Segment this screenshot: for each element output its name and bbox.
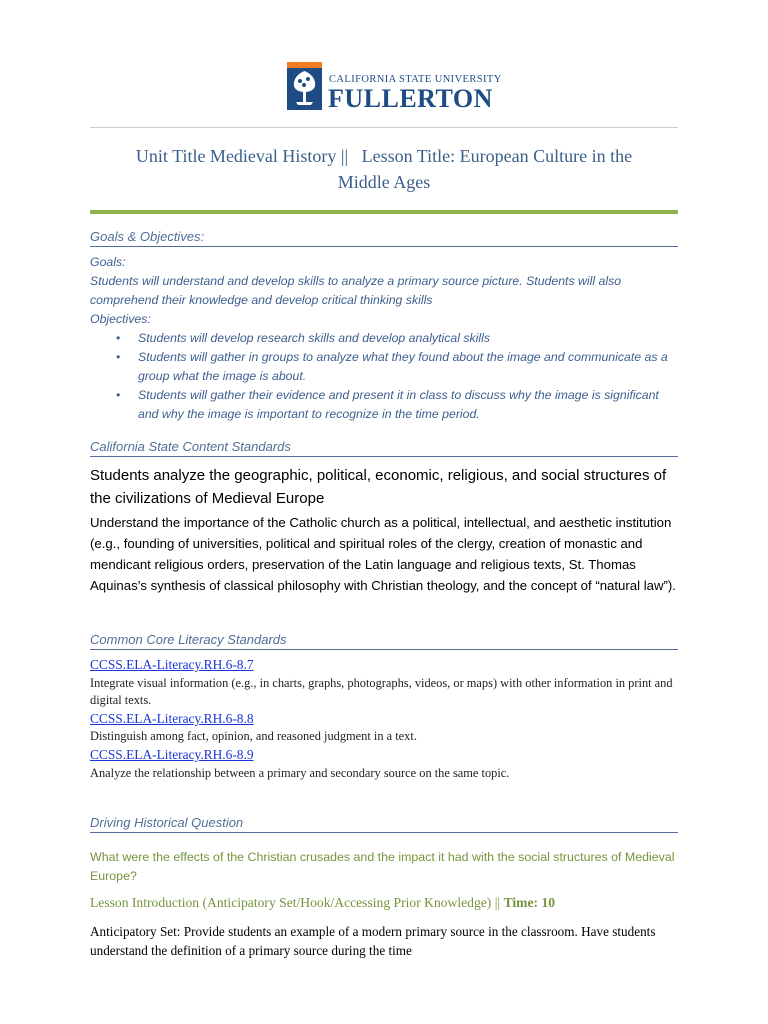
objectives-label: Objectives:	[90, 312, 151, 326]
lesson-intro-time: Time: 10	[503, 895, 556, 910]
state-standards-main: Students analyze the geographic, political, economic, religious, and social structures of the civilizations of Medieval Europe	[90, 467, 667, 507]
logo-name-text: FULLERTON	[328, 84, 493, 113]
lesson-intro-text: Anticipatory Set: Provide students an example of a modern primary source in the classroom. Have students understand the definition of a primary source during the time	[90, 924, 656, 958]
common-core-list	[90, 656, 690, 782]
goals-text: Students will understand and develop skills to analyze a primary source picture. Students will also comprehend their knowledge and develop critical thinking skills	[90, 274, 622, 307]
goals-heading: Goals & Objectives:	[90, 229, 678, 247]
goals-block	[90, 253, 680, 424]
cc-item	[90, 656, 690, 710]
goals-label: Goals:	[90, 255, 126, 269]
objective-item: • Students will gather in groups to analyze what they found about the image and communicate as a group what the image is about.	[90, 348, 680, 386]
cc-link-rh-6-8-9[interactable]: CCSS.ELA-Literacy.RH.6-8.9	[90, 746, 254, 762]
state-standards-detail: Understand the importance of the Catholic church as a political, intellectual, and aesthetic institution (e.g., founding of universities, political and spiritual roles of the clergy, creation of monastic and mendicant religious orders, preservation of the Latin language and religious texts, St. Thomas Aquinas’s synthesis of classical philosophy with Christian theology, and the concept of “natural law”).	[90, 515, 676, 593]
driving-question-text: What were the effects of the Christian crusades and the impact it had with the social structures of Medieval Europe?	[90, 850, 675, 883]
title-line-1: Unit Title Medieval History || Lesson Title: European Culture in the	[135, 146, 633, 166]
cc-item	[90, 710, 690, 746]
common-core-heading: Common Core Literacy Standards	[90, 632, 678, 650]
logo-university-text: CALIFORNIA STATE UNIVERSITY	[329, 74, 502, 85]
title-underline	[90, 210, 678, 214]
objective-item: • Students will gather their evidence and present it in class to discuss why the image is significant and why the image is important to recognize in the time period.	[90, 386, 680, 424]
csuf-logo	[287, 62, 502, 114]
title-line-2: Middle Ages	[337, 172, 431, 192]
top-divider	[90, 127, 678, 128]
university-seal-icon	[287, 62, 322, 110]
cc-description: Distinguish among fact, opinion, and reasoned judgment in a text.	[90, 729, 417, 744]
cc-item	[90, 746, 690, 782]
objective-item: • Students will develop research skills and develop analytical skills	[90, 329, 680, 348]
page-title	[90, 143, 678, 195]
driving-question-heading: Driving Historical Question	[90, 815, 678, 833]
cc-link-rh-6-8-7[interactable]: CCSS.ELA-Literacy.RH.6-8.7	[90, 657, 254, 672]
lesson-intro-heading	[90, 895, 690, 911]
objectives-list	[90, 329, 680, 424]
cc-description: Integrate visual information (e.g., in charts, graphs, photographs, videos, or maps) with other information in print and digital texts.	[90, 675, 673, 708]
cc-description: Analyze the relationship between a primary and secondary source on the same topic.	[90, 765, 510, 780]
state-standards-heading: California State Content Standards	[90, 439, 678, 457]
lesson-intro-label: Lesson Introduction (Anticipatory Set/Hook/Accessing Prior Knowledge) ||	[90, 895, 501, 910]
cc-link-rh-6-8-8[interactable]: CCSS.ELA-Literacy.RH.6-8.8	[90, 710, 254, 726]
